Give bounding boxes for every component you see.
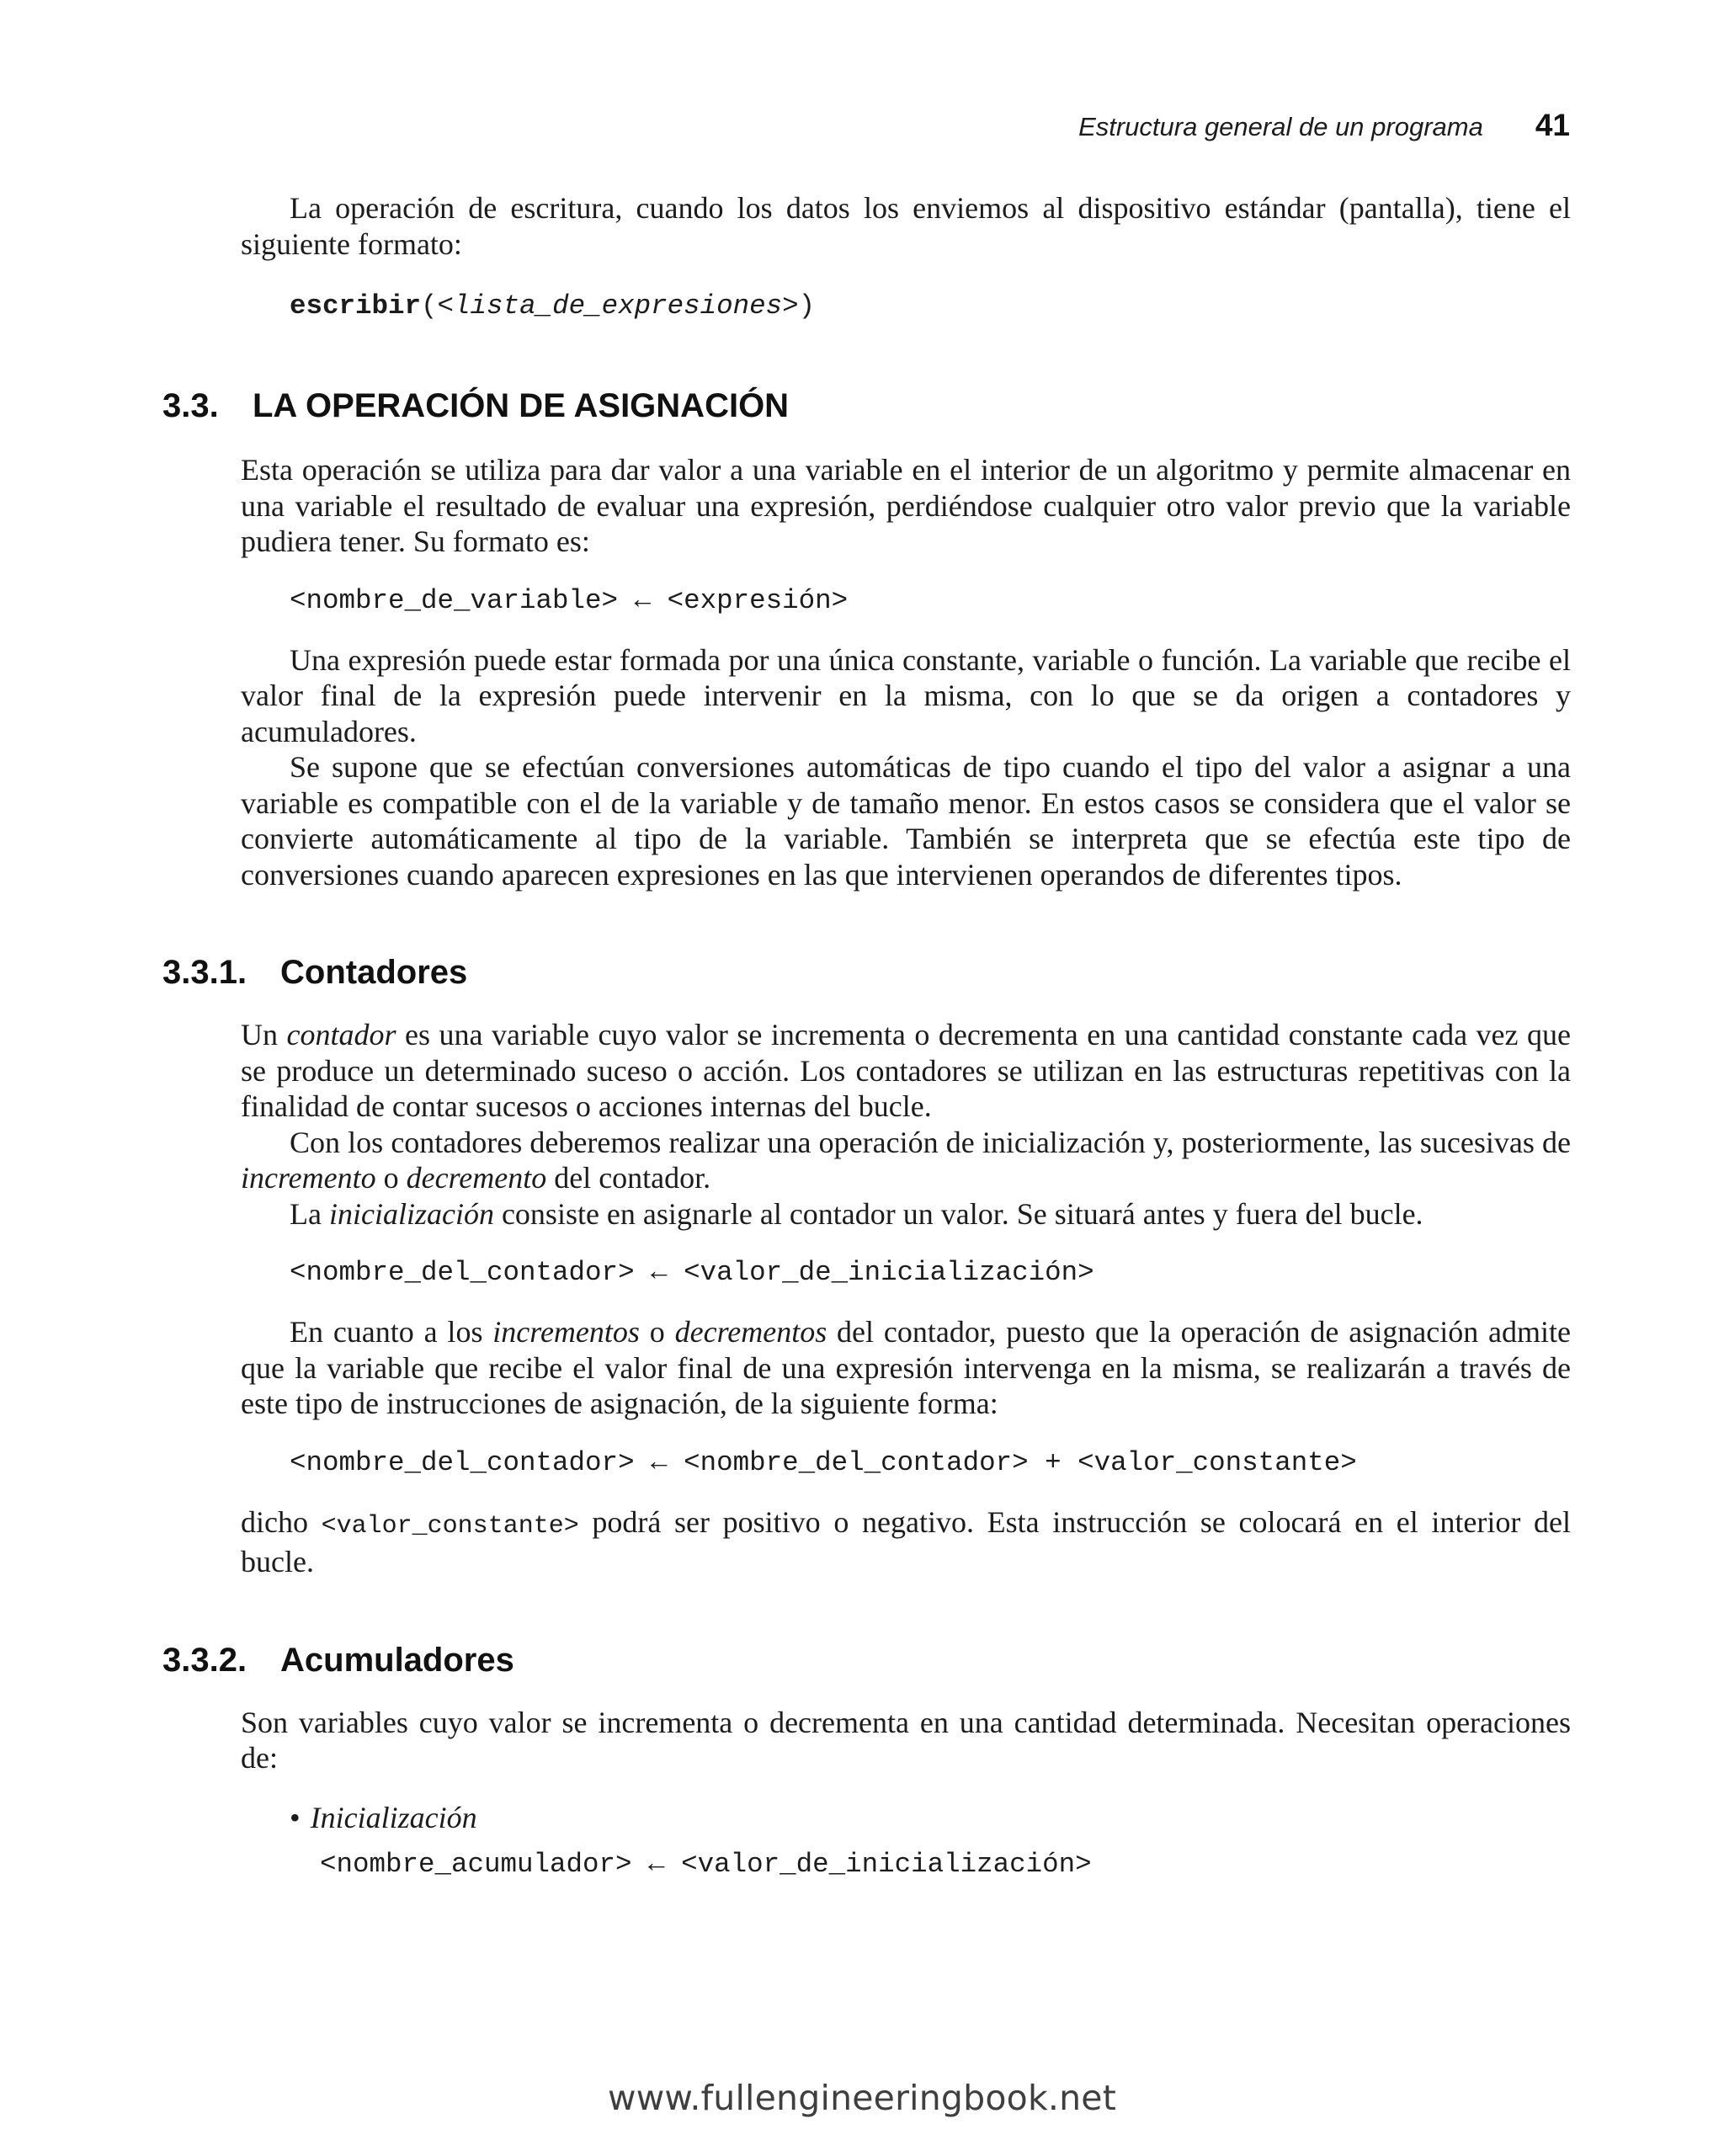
counter-paragraph-2: Con los contadores deberemos realizar una operación de inicialización y, posteriormente, las sucesivas de incremento o decremento del contador.	[241, 1125, 1571, 1195]
section-title: Acumuladores	[280, 1641, 514, 1679]
bullet-item-initialization	[290, 1800, 1571, 1836]
bullet-dot: •	[290, 1800, 301, 1834]
section-heading-3-3	[162, 385, 1571, 427]
bullet-label: Inicialización	[310, 1800, 477, 1834]
running-title: Estructura general de un programa	[1078, 112, 1483, 141]
watermark-url: www.fullengineeringbook.net	[607, 2078, 1117, 2118]
counter-paragraph-5: dicho <valor_constante> podrá ser positivo o negativo. Esta instrucción se colocará en el interior del bucle.	[241, 1504, 1572, 1578]
assignment-paragraph-1: Esta operación se utiliza para dar valor a una variable en el interior de un algoritmo y permite almacenar en una variable el resultado de evaluar una expresión, perdiéndose cualquier otro valor previo que la variable pudiera tener. Su formato es:	[241, 453, 1571, 558]
inline-code: <valor_constante>	[321, 1511, 579, 1541]
counter-paragraph-1: Un contador es una variable cuyo valor se incrementa o decrementa en una cantidad constante cada vez que se produce un determinado suceso o acción. Los contadores se utilizan en las estructuras repetitivas con la finalidad de contar sucesos o acciones internas del bucle.	[241, 1018, 1572, 1123]
section-title: Contadores	[280, 954, 468, 991]
accumulator-init-code: <nombre_acumulador> ← <valor_de_inicialización>	[320, 1849, 1092, 1880]
section-number: 3.3.2.	[162, 1641, 247, 1679]
section-heading-3-3-1	[162, 951, 1571, 993]
intro-paragraph: La operación de escritura, cuando los datos los enviemos al dispositivo estándar (pantalla), tiene el siguiente formato:	[241, 191, 1571, 261]
emphasis: decremento	[406, 1161, 547, 1195]
counter-paragraph-3: La inicialización consiste en asignarle al contador un valor. Se situará antes y fuera del bucle.	[290, 1196, 1423, 1231]
emphasis: contador	[286, 1018, 396, 1051]
emphasis: inicialización	[328, 1196, 494, 1231]
page-content	[162, 190, 1572, 1882]
emphasis: incrementos	[492, 1315, 640, 1349]
running-header	[1078, 108, 1570, 143]
assignment-paragraph-3: Se supone que se efectúan conversiones automáticas de tipo cuando el tipo del valor a asignar a una variable es compatible con el de la variable y de tamaño menor. En estos casos se considera que el valor se convierte automáticamente al tipo de la variable. También se interpreta que se efectúa este tipo de conversiones cuando aparecen expresiones en las que intervienen operandos de diferentes tipos.	[241, 750, 1571, 892]
section-number: 3.3.	[162, 387, 219, 424]
code-open-paren: (	[421, 290, 438, 322]
write-format-code	[290, 289, 1571, 324]
section-title: LA OPERACIÓN DE ASIGNACIÓN	[253, 387, 790, 424]
code-close-paren: )	[798, 290, 816, 322]
assignment-format-code: <nombre_de_variable> ← <expresión>	[290, 584, 849, 616]
emphasis: incremento	[241, 1161, 376, 1195]
emphasis: decrementos	[674, 1315, 827, 1349]
counter-paragraph-4: En cuanto a los incrementos o decrementos del contador, puesto que la operación de asignación admite que la variable que recibe el valor final de una expresión intervenga en la misma, se realizarán a través de este tipo de instrucciones de asignación, de la siguiente forma:	[241, 1315, 1571, 1420]
counter-init-code: <nombre_del_contador> ← <valor_de_inicialización>	[290, 1257, 1094, 1288]
page-number: 41	[1535, 108, 1570, 142]
counter-increment-code: <nombre_del_contador> ← <nombre_del_contador> + <valor_constante>	[290, 1446, 1357, 1478]
assignment-paragraph-2: Una expresión puede estar formada por una única constante, variable o función. La variable que recibe el valor final de la expresión puede intervenir en la misma, con lo que se da origen a contadores y acumuladores.	[241, 642, 1571, 748]
code-keyword: escribir	[290, 290, 422, 322]
section-number: 3.3.1.	[162, 954, 247, 991]
code-arg: <lista_de_expresiones>	[437, 290, 799, 322]
section-heading-3-3-2	[162, 1639, 1571, 1681]
accumulator-paragraph: Son variables cuyo valor se incrementa o decrementa en una cantidad determinada. Necesitan operaciones de:	[241, 1705, 1571, 1775]
